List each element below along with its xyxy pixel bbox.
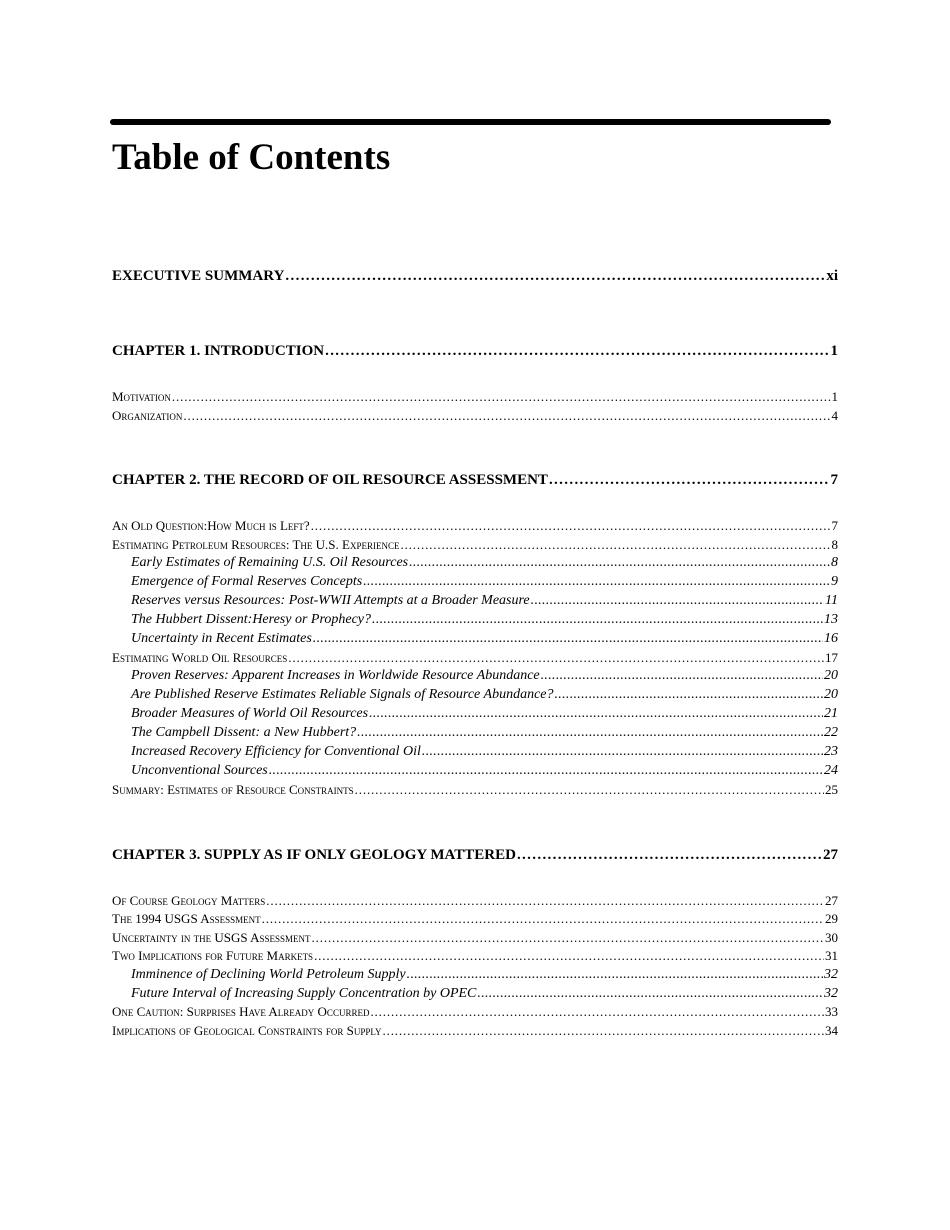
toc-page-number: 33 — [825, 1004, 838, 1019]
dot-leader — [400, 537, 830, 553]
toc-entry[interactable] — [112, 408, 838, 428]
dot-leader — [172, 389, 831, 405]
toc-entry-label: CHAPTER 1. INTRODUCTION — [112, 343, 325, 359]
toc-subentry[interactable] — [131, 725, 838, 745]
toc-entry-label: Emergence of Formal Reserves Concepts — [131, 574, 363, 589]
toc-entry[interactable] — [112, 782, 838, 802]
dot-leader — [311, 518, 831, 534]
toc-page-number: 25 — [825, 782, 838, 797]
toc-page-number: 20 — [824, 687, 838, 702]
toc-subentry[interactable] — [131, 593, 838, 613]
dot-leader — [422, 744, 823, 760]
toc-subentry[interactable] — [131, 687, 838, 707]
toc-page-number: 32 — [824, 967, 838, 982]
dot-leader — [357, 725, 823, 741]
toc-entry-label: Motivation — [112, 389, 171, 404]
toc-entry-label: Two Implications for Future Markets — [112, 948, 314, 963]
toc-page-number: 31 — [825, 948, 838, 963]
toc-chapter-3[interactable] — [112, 847, 838, 867]
toc-subentry[interactable] — [131, 986, 838, 1006]
dot-leader — [262, 911, 824, 927]
dot-leader — [266, 893, 824, 909]
toc-page-number: 1 — [830, 343, 838, 359]
toc-entry-label: Reserves versus Resources: Post-WWII Attempts at a Broader Measure — [131, 593, 530, 608]
page-title: Table of Contents — [112, 137, 391, 178]
toc-entry-label: Organization — [112, 408, 183, 423]
toc-entry-label: CHAPTER 3. SUPPLY AS IF ONLY GEOLOGY MATTERED — [112, 847, 516, 863]
dot-leader — [477, 986, 823, 1002]
toc-entry-label: Future Interval of Increasing Supply Concentration by OPEC — [131, 986, 477, 1001]
toc-entry-executive-summary[interactable] — [112, 268, 838, 288]
toc-entry-label: Of Course Geology Matters — [112, 893, 266, 908]
toc-entry[interactable] — [112, 389, 838, 409]
toc-page-number: 29 — [825, 911, 838, 926]
toc-entry[interactable] — [112, 911, 838, 931]
dot-leader — [541, 668, 823, 684]
dot-leader — [369, 706, 823, 722]
toc-entry-label: CHAPTER 2. THE RECORD OF OIL RESOURCE ASSESSMENT — [112, 472, 548, 488]
toc-entry-label: The Hubbert Dissent:Heresy or Prophecy? — [131, 612, 372, 627]
toc-page-number: 22 — [824, 725, 838, 740]
toc-entry-label: Uncertainty in Recent Estimates — [131, 631, 312, 646]
dot-leader — [555, 687, 824, 703]
dot-leader — [372, 612, 823, 628]
dot-leader — [313, 631, 823, 647]
dot-leader — [549, 472, 830, 489]
toc-entry[interactable] — [112, 1023, 838, 1043]
dot-leader — [285, 268, 825, 285]
toc-page-number: 23 — [824, 744, 838, 759]
toc-entry[interactable] — [112, 948, 838, 968]
toc-entry-label: Unconventional Sources — [131, 763, 268, 778]
toc-page-number: 1 — [831, 389, 838, 404]
toc-entry[interactable] — [112, 650, 838, 670]
dot-leader — [314, 948, 824, 964]
dot-leader — [370, 1004, 824, 1020]
toc-entry-label: Broader Measures of World Oil Resources — [131, 706, 369, 721]
toc-subentry[interactable] — [131, 574, 838, 594]
toc-subentry[interactable] — [131, 706, 838, 726]
dot-leader — [355, 782, 824, 798]
dot-leader — [531, 593, 824, 609]
toc-page-number: 16 — [824, 631, 838, 646]
toc-page-number: 24 — [824, 763, 838, 778]
dot-leader — [383, 1023, 825, 1039]
toc-entry[interactable] — [112, 893, 838, 913]
toc-entry-label: An Old Question:How Much is Left? — [112, 518, 310, 533]
toc-page-number: 13 — [824, 612, 838, 627]
toc-page-number: xi — [826, 268, 838, 284]
toc-page-number: 30 — [825, 930, 838, 945]
dot-leader — [363, 574, 830, 590]
toc-entry-label: Imminence of Declining World Petroleum Supply — [131, 967, 406, 982]
toc-page-number: 17 — [825, 650, 838, 665]
toc-entry[interactable] — [112, 1004, 838, 1024]
toc-page-number: 8 — [831, 555, 838, 570]
toc-entry-label: One Caution: Surprises Have Already Occurred — [112, 1004, 370, 1019]
toc-subentry[interactable] — [131, 631, 838, 651]
toc-page-number: 4 — [831, 408, 838, 423]
toc-entry[interactable] — [112, 930, 838, 950]
toc-entry-label: Estimating World Oil Resources — [112, 650, 288, 665]
toc-page-number: 27 — [823, 847, 838, 863]
toc-page-number: 27 — [825, 893, 838, 908]
toc-entry-label: Proven Reserves: Apparent Increases in Worldwide Resource Abundance — [131, 668, 540, 683]
toc-page-number: 8 — [831, 537, 838, 552]
dot-leader — [288, 650, 824, 666]
toc-chapter-2[interactable] — [112, 472, 838, 492]
toc-entry-label: Uncertainty in the USGS Assessment — [112, 930, 311, 945]
toc-entry-label: Estimating Petroleum Resources: The U.S. Experience — [112, 537, 400, 552]
toc-subentry[interactable] — [131, 967, 838, 987]
toc-subentry[interactable] — [131, 744, 838, 764]
toc-page-number: 11 — [825, 593, 838, 608]
toc-page-number: 7 — [830, 472, 838, 488]
toc-entry-label: Early Estimates of Remaining U.S. Oil Resources — [131, 555, 409, 570]
toc-subentry[interactable] — [131, 668, 838, 688]
toc-entry[interactable] — [112, 537, 838, 557]
dot-leader — [407, 967, 823, 983]
toc-subentry[interactable] — [131, 612, 838, 632]
toc-entry-label: Implications of Geological Constraints for Supply — [112, 1023, 382, 1038]
toc-page-number: 20 — [824, 668, 838, 683]
toc-entry-label: Are Published Reserve Estimates Reliable Signals of Resource Abundance? — [131, 687, 554, 702]
toc-entry-label: EXECUTIVE SUMMARY — [112, 268, 285, 284]
toc-page-number: 34 — [825, 1023, 838, 1038]
dot-leader — [269, 763, 823, 779]
toc-entry-label: Summary: Estimates of Resource Constraints — [112, 782, 354, 797]
toc-entry-label: The Campbell Dissent: a New Hubbert? — [131, 725, 357, 740]
toc-entry-label: The 1994 USGS Assessment — [112, 911, 261, 926]
toc-page-number: 7 — [831, 518, 838, 533]
dot-leader — [409, 555, 830, 571]
dot-leader — [312, 930, 824, 946]
header-rule — [110, 119, 831, 125]
dot-leader — [517, 847, 822, 864]
toc-page-number: 32 — [824, 986, 838, 1001]
toc-entry[interactable] — [112, 518, 838, 538]
toc-chapter-1[interactable] — [112, 343, 838, 363]
dot-leader — [183, 408, 830, 424]
toc-page-number: 9 — [831, 574, 838, 589]
toc-subentry[interactable] — [131, 555, 838, 575]
toc-entry-label: Increased Recovery Efficiency for Conventional Oil — [131, 744, 421, 759]
toc-page-number: 21 — [824, 706, 838, 721]
toc-subentry[interactable] — [131, 763, 838, 783]
dot-leader — [325, 343, 829, 360]
